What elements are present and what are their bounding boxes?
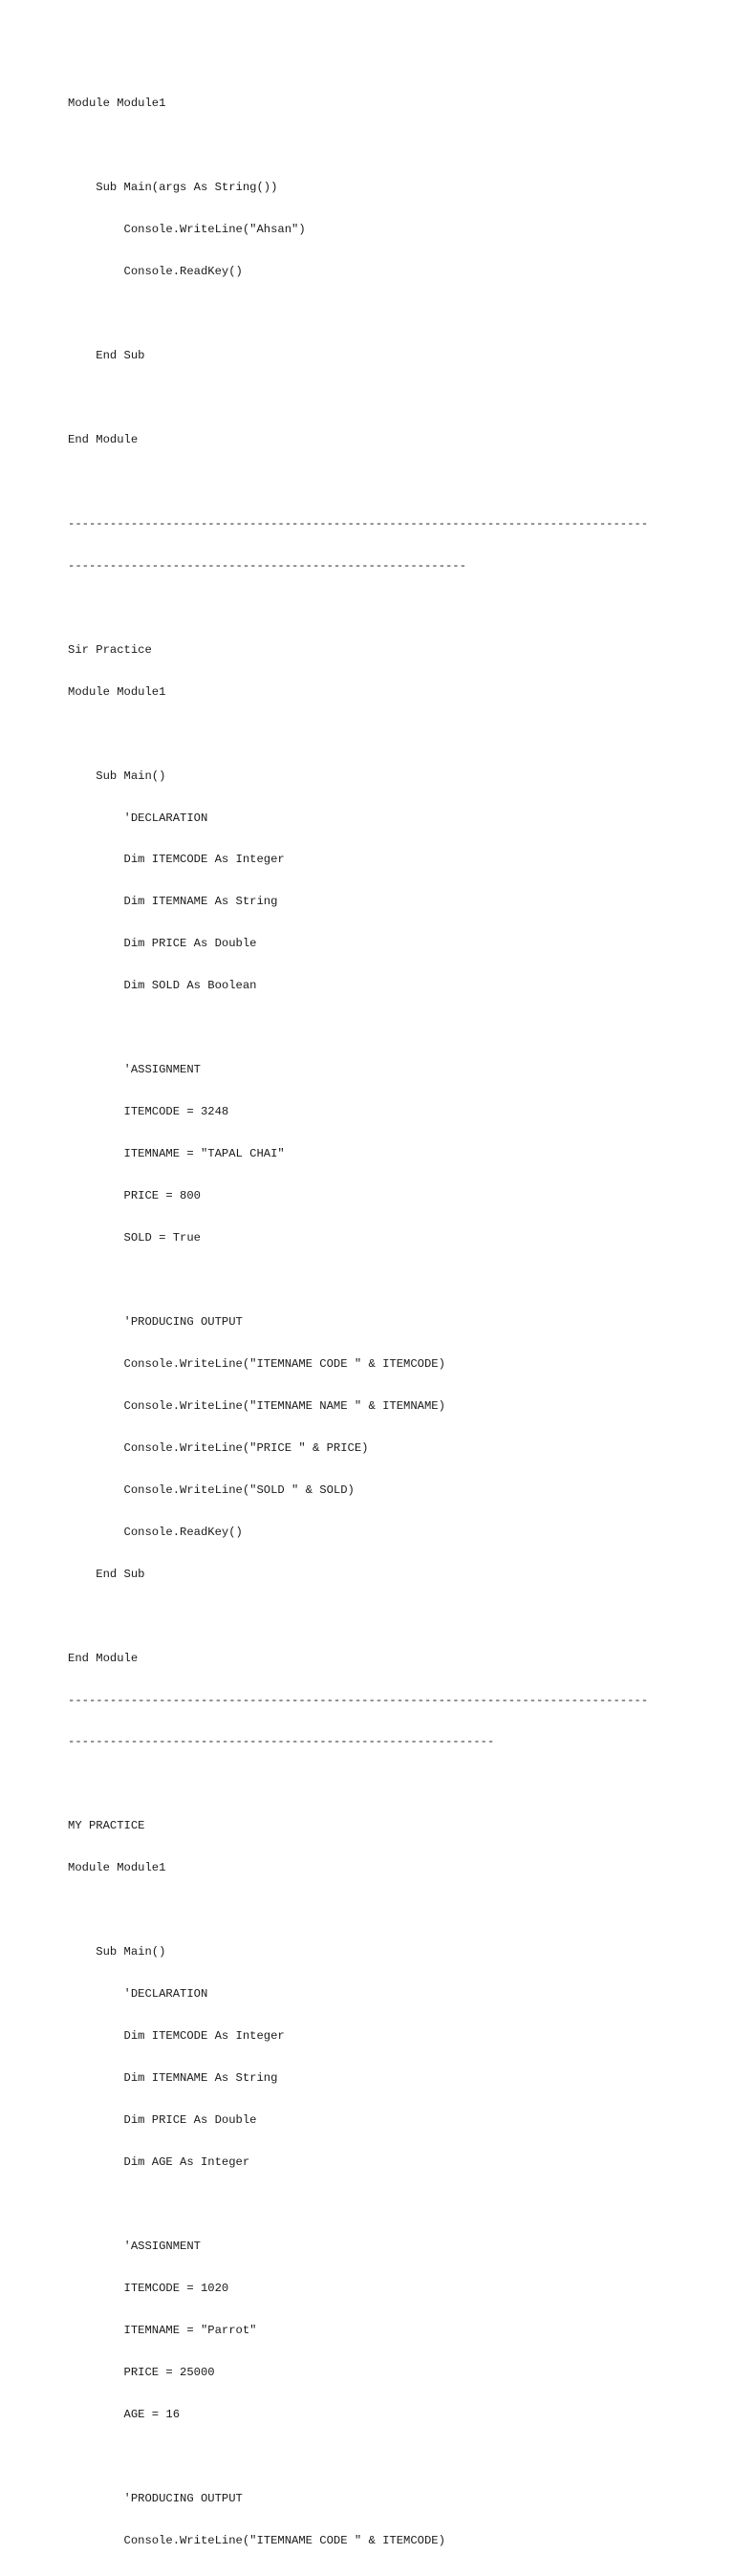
code-line: Console.WriteLine("PRICE " & PRICE) [68,1440,369,1455]
section-heading: Sir Practice [68,642,152,657]
code-line: Dim PRICE As Double [68,2113,257,2128]
code-line: End Sub [68,349,145,363]
code-line: Console.ReadKey() [68,265,243,279]
code-line [68,1021,699,1035]
code-line: Dim ITEMNAME As String [68,895,278,909]
code-line: ITEMCODE = 3248 [68,1105,229,1119]
code-line [68,727,699,742]
separator-line: --------------------------------------------------------- [68,558,466,573]
code-comment: 'ASSIGNMENT [68,1063,201,1077]
code-line: Dim ITEMCODE As Integer [68,2029,285,2044]
section-heading: MY PRACTICE [68,1819,145,1833]
code-line: ITEMNAME = "TAPAL CHAI" [68,1147,285,1161]
code-line: Module Module1 [68,684,166,699]
code-line: Dim PRICE As Double [68,937,257,951]
code-line: Sub Main() [68,768,166,783]
code-line: SOLD = True [68,1231,201,1245]
code-line [68,391,699,405]
code-comment: 'ASSIGNMENT [68,2239,201,2253]
code-line [68,139,699,153]
code-listing [68,69,699,2576]
code-line: Dim ITEMCODE As Integer [68,853,285,867]
code-line: Console.WriteLine("Ahsan") [68,223,306,237]
code-line: End Sub [68,1567,145,1581]
code-line: End Module [68,432,139,446]
code-line: Dim ITEMNAME As String [68,2071,278,2086]
separator-line: ----------------------------------------------------------------------------------- [68,1693,649,1707]
code-line: AGE = 16 [68,2407,181,2421]
code-comment: 'DECLARATION [68,811,208,825]
separator-line: ----------------------------------------------------------------------------------- [68,516,649,530]
code-line: Console.ReadKey() [68,1525,243,1539]
code-comment: 'DECLARATION [68,1987,208,2002]
code-line [68,1777,699,1791]
code-comment: 'PRODUCING OUTPUT [68,1314,243,1329]
code-line: Console.WriteLine("ITEMNAME CODE " & ITEMCODE) [68,2533,445,2547]
code-line: Module Module1 [68,97,166,111]
code-line: Console.WriteLine("SOLD " & SOLD) [68,1483,355,1497]
code-line: ITEMNAME = "Parrot" [68,2323,257,2337]
code-line: PRICE = 25000 [68,2365,215,2379]
code-line: Module Module1 [68,1861,166,1875]
code-line: Dim SOLD As Boolean [68,979,257,993]
code-line: Dim AGE As Integer [68,2155,250,2170]
code-line: Sub Main() [68,1945,166,1959]
code-comment: 'PRODUCING OUTPUT [68,2491,243,2505]
code-line [68,2197,699,2212]
separator-line: ------------------------------------------------------------- [68,1735,495,1749]
code-line: Console.WriteLine("ITEMNAME NAME " & ITEMNAME) [68,1398,445,1413]
code-line: End Module [68,1651,139,1665]
code-line: Sub Main(args As String()) [68,181,278,195]
code-line [68,601,699,616]
code-line [68,1610,699,1624]
code-line [68,307,699,321]
code-line [68,475,699,489]
code-line: Console.WriteLine("ITEMNAME CODE " & ITEMCODE) [68,1356,445,1371]
code-line [68,2450,699,2464]
code-line: ITEMCODE = 1020 [68,2281,229,2295]
code-line [68,1273,699,1288]
code-line [68,1903,699,1917]
code-line: PRICE = 800 [68,1189,201,1203]
